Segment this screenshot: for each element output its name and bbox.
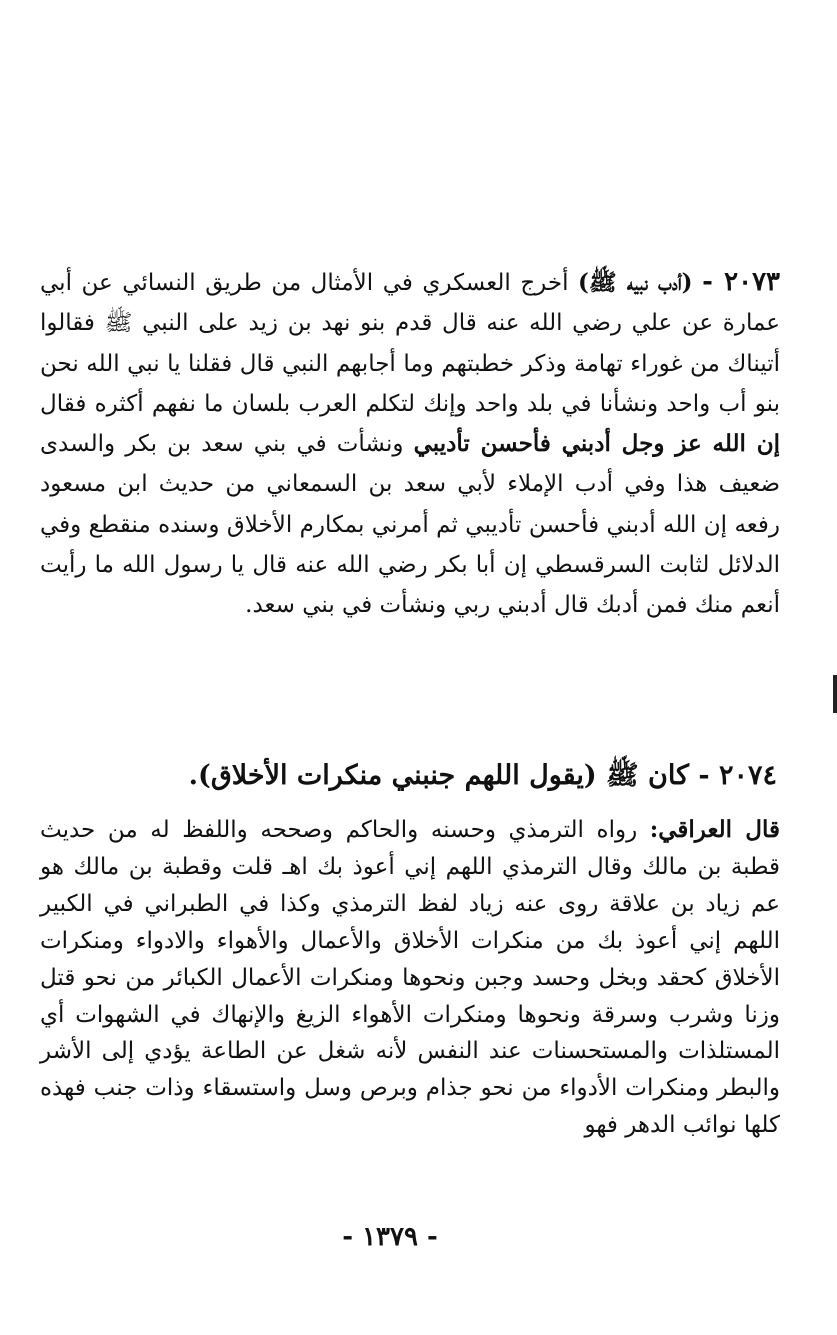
entry-title: كان ﷺ (يقول اللهم جنبني منكرات الأخلاق). [188, 760, 689, 791]
entry-number: ٢٠٧٤ - [698, 760, 777, 791]
entry-text-continued: ونشأت في بني سعد بن بكر والسدى ضعيف هذا وفي أدب الإملاء لأبي سعد بن السمعاني من حديث ابن مسعود رفعه إن الله أدبني فأحسن تأديبي ثم أمرني بمكارم الأخلاق وسنده منقطع وفي الدلائل لثابت السرقسطي إن أبا بكر رضي الله عنه قال يا رسول الله ما رأيت أنعم منك فمن أدبك قال أدبني ربي ونشأت في بني سعد. [40, 431, 780, 619]
entry-title: (أدب نبيه ﷺ) [578, 269, 693, 296]
page-edge-mark [833, 675, 837, 713]
page-number: - ١٣٧٩ - [342, 1222, 438, 1252]
hadith-quote: إن الله عز وجل أدبني فأحسن تأديبي [413, 430, 780, 458]
entry-2074 [40, 812, 780, 1144]
entry-2074-heading [189, 758, 777, 798]
entry-number: ٢٠٧٣ - [702, 267, 781, 297]
entry-text: أخرج العسكري في الأمثال من طريق النسائي عن أبي عمارة عن علي رضي الله عنه قال قدم بنو نهد بن زيد على النبي ﷺ فقالوا أتيناك من غوراء تهامة وذكر خطبتهم وما أجابهم النبي قال فقلنا يا نبي الله نحن بنو أب واحد ونشأنا في بلد واحد وإنك لتكلم العرب بلسان ما نفهم أكثره فقال [40, 270, 780, 417]
commentary-text: رواه الترمذي وحسنه والحاكم وصححه واللفظ له من حديث قطبة بن مالك وقال الترمذي اللهم إني أعوذ بك اهـ قلت وقطبة بن مالك هو عم زياد بن علاقة روى عنه زياد لفظ الترمذي وكذا في الطبراني في الكبير اللهم إني أعوذ بك من منكرات الأخلاق والأعمال والأهواء والادواء ومنكرات الأخلاق كحقد وبخل وحسد وجبن ونحوها ومنكرات الأعمال الكبائر من نحو قتل وزنا وشرب وسرقة ونحوها ومنكرات الأهواء الزيغ والإنهاك في الشهوات أي المستلذات والمستحسنات عند النفس لأنه شغل عن الطاعة يؤدي إلى الأشر والبطر ومنكرات الأدواء من نحو جذام وبرص وسل واستسقاء وذات جنب فهذه كلها نوائب الدهر فهو [40, 817, 780, 1139]
commentary-label: قال العراقي: [649, 816, 780, 843]
entry-2073 [40, 262, 780, 626]
